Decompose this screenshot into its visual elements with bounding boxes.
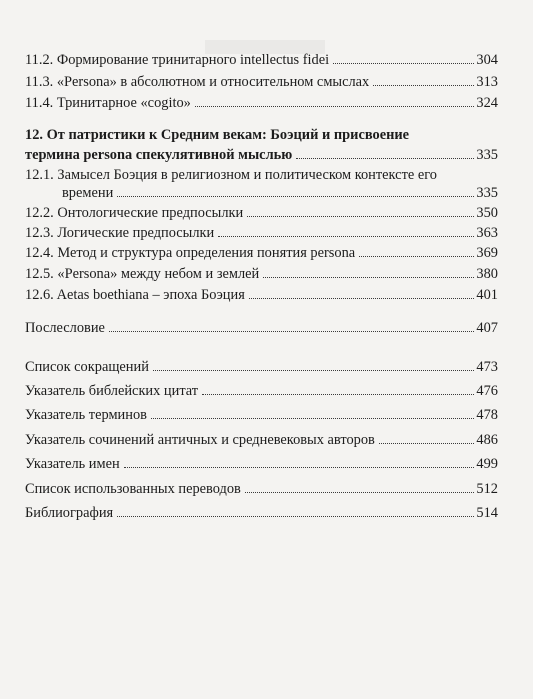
leader-dots [296, 157, 474, 159]
toc-entry-12-6 [25, 287, 498, 304]
leader-dots [359, 255, 474, 257]
toc-entry-title: Указатель терминов [25, 407, 147, 423]
toc-entry-bibliography [25, 505, 498, 522]
toc-entry-12-1 [25, 185, 498, 202]
toc-entry-12-5 [25, 266, 498, 283]
toc-entry-title: Указатель сочинений античных и средневековых авторов [25, 432, 375, 448]
toc-entry-11-3 [25, 74, 498, 91]
toc-entry-12-3 [25, 225, 498, 242]
toc-entry-title: Библиография [25, 505, 114, 521]
toc-entry-title: Указатель библейских цитат [25, 383, 199, 399]
toc-entry-11-4 [25, 95, 498, 112]
toc-entry-page: 476 [476, 383, 498, 399]
leader-dots [202, 393, 474, 395]
toc-chapter-12-line1: 12. От патристики к Средним векам: Боэций и присвоение [25, 127, 410, 143]
toc-entry-title: 12.5. «Persona» между небом и землей [25, 266, 260, 282]
toc-entry-title: 12.3. Логические предпосылки [25, 225, 215, 241]
leader-dots [218, 235, 474, 237]
toc-entry-12-4 [25, 245, 498, 262]
leader-dots [333, 62, 474, 64]
toc-entry-page: 335 [476, 147, 498, 163]
toc-entry-page: 514 [476, 505, 498, 521]
leader-dots [247, 215, 474, 217]
leader-dots [195, 105, 475, 107]
toc-entry-page: 499 [476, 456, 498, 472]
toc-entry-page: 324 [476, 95, 498, 111]
toc-entry-title: 11.3. «Persona» в абсолютном и относительном смыслах [25, 74, 370, 90]
leader-dots [109, 330, 474, 332]
leader-dots [245, 491, 475, 493]
toc-entry-page: 350 [476, 205, 498, 221]
toc-entry-title: 11.4. Тринитарное «cogito» [25, 95, 191, 111]
toc-entry-title: 12.2. Онтологические предпосылки [25, 205, 244, 221]
toc-entry-works-index [25, 432, 498, 449]
toc-entry-translations [25, 481, 498, 498]
leader-dots [379, 442, 475, 444]
leader-dots [373, 84, 474, 86]
toc-entry-page: 512 [476, 481, 498, 497]
toc-entry-title: Указатель имен [25, 456, 120, 472]
toc-entry-title: 12.4. Метод и структура определения понятия persona [25, 245, 356, 261]
toc-entry-title: 12.6. Aetas boethiana – эпоха Боэция [25, 287, 245, 303]
leader-dots [117, 515, 474, 517]
toc-entry-page: 380 [476, 266, 498, 282]
toc-entry-12-2 [25, 205, 498, 222]
toc-entry-page: 407 [476, 320, 498, 336]
toc-entry-title: времени [62, 185, 114, 201]
toc-entry-11-2 [25, 52, 498, 69]
toc-entry-page: 363 [476, 225, 498, 241]
toc-entry-page: 473 [476, 359, 498, 375]
leader-dots [151, 417, 474, 419]
leader-dots [153, 369, 475, 371]
toc-entry-abbreviations [25, 359, 498, 376]
toc-entry-page: 401 [476, 287, 498, 303]
toc-entry-title: 11.2. Формирование тринитарного intellectus fidei [25, 52, 330, 68]
toc-entry-page: 486 [476, 432, 498, 448]
toc-entry-names-index [25, 456, 498, 473]
toc-entry-page: 335 [476, 185, 498, 201]
toc-entry-title: термина persona спекулятивной мыслью [25, 147, 293, 163]
toc-entry-title: Список использованных переводов [25, 481, 241, 497]
toc-entry-12-1-line1: 12.1. Замысел Боэция в религиозном и политическом контексте его [25, 167, 437, 183]
toc-entry-afterword [25, 320, 498, 337]
toc-entry-page: 478 [476, 407, 498, 423]
toc-entry-biblical-index [25, 383, 498, 400]
leader-dots [249, 297, 475, 299]
leader-dots [124, 466, 475, 468]
toc-entry-page: 313 [476, 74, 498, 90]
leader-dots [117, 195, 474, 197]
leader-dots [263, 276, 474, 278]
toc-entry-title: Список сокращений [25, 359, 149, 375]
toc-chapter-12 [25, 147, 498, 164]
toc-entry-page: 304 [476, 52, 498, 68]
toc-entry-page: 369 [476, 245, 498, 261]
toc-entry-title: Послесловие [25, 320, 105, 336]
toc-entry-terms-index [25, 407, 498, 424]
